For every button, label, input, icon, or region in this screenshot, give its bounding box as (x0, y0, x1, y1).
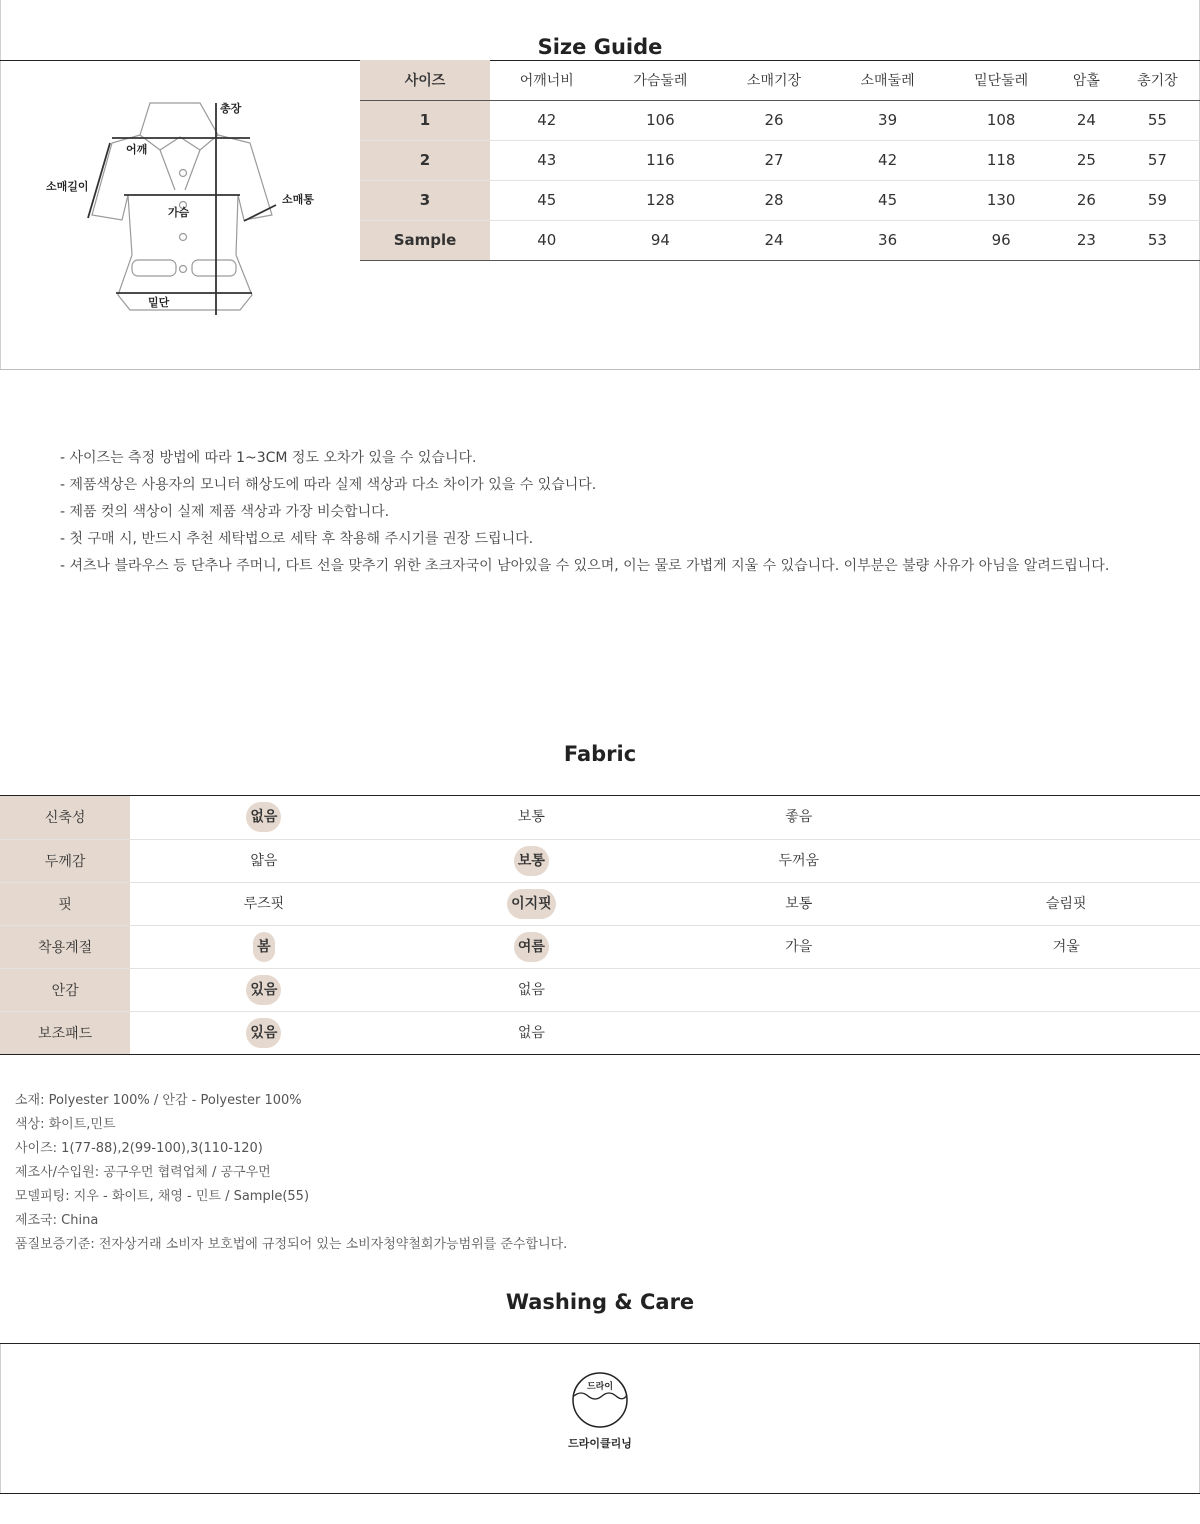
fabric-option-cell (933, 882, 1200, 925)
table-row (360, 100, 1200, 140)
column-header: 어깨너비 (490, 60, 604, 100)
table-cell: 59 (1115, 180, 1200, 220)
diagram-label-sleeve-width: 소매통 (282, 193, 314, 206)
fabric-option (1062, 809, 1070, 821)
fabric-option-cell (130, 1011, 397, 1054)
size-table-header-row (360, 60, 1200, 100)
washing-top-rule (0, 1343, 1200, 1344)
column-header: 사이즈 (360, 60, 490, 100)
table-cell: 28 (717, 180, 831, 220)
fabric-option-cell (665, 925, 932, 968)
fabric-option-selected: 없음 (246, 802, 281, 832)
fabric-option: 보통 (517, 809, 545, 826)
fabric-option-cell (933, 796, 1200, 839)
table-cell: 55 (1115, 100, 1200, 140)
note-item: - 제품색상은 사용자의 모니터 해상도에 따라 실제 색상과 다소 차이가 있을 수 있습니다. (60, 477, 597, 493)
fabric-option-cell (398, 1011, 665, 1054)
table-cell: 106 (604, 100, 718, 140)
fabric-row (0, 925, 1200, 968)
info-size: 사이즈: 1(77-88),2(99-100),3(110-120) (15, 1141, 263, 1156)
dry-clean-icon (570, 1372, 630, 1428)
fabric-option: 두꺼움 (778, 852, 820, 869)
size-label: 3 (360, 180, 490, 220)
fabric-option-cell (130, 968, 397, 1011)
table-cell: 42 (831, 140, 945, 180)
fabric-option (1062, 853, 1070, 865)
table-cell: 39 (831, 100, 945, 140)
washing-title: Washing & Care (505, 1290, 695, 1314)
fabric-option-selected: 있음 (246, 1018, 281, 1048)
column-header: 소매기장 (717, 60, 831, 100)
fabric-row (0, 839, 1200, 882)
table-cell: 53 (1115, 220, 1200, 260)
info-model-fitting: 모델피팅: 지우 - 화이트, 채영 - 민트 / Sample(55) (15, 1189, 310, 1204)
fabric-option-cell (398, 968, 665, 1011)
table-cell: 45 (831, 180, 945, 220)
table-cell: 26 (717, 100, 831, 140)
table-cell: 26 (1058, 180, 1115, 220)
fabric-table (0, 796, 1200, 1054)
fabric-option-selected: 여름 (514, 932, 549, 962)
fabric-option-cell (933, 839, 1200, 882)
fabric-option-cell (398, 796, 665, 839)
info-origin: 제조국: China (15, 1213, 99, 1228)
diagram-label-chest: 가슴 (168, 206, 190, 219)
diagram-label-shoulder: 어깨 (126, 143, 148, 156)
fabric-row (0, 796, 1200, 839)
fabric-option-cell (130, 796, 397, 839)
notes-list (60, 448, 1109, 583)
washing-bottom-rule (0, 1493, 1200, 1494)
note-item: - 셔츠나 블라우스 등 단추나 주머니, 다트 선을 맞추기 위한 초크자국이 남아있을 수 있으며, 이는 물로 가볍게 지울 수 있습니다. 이부분은 불량 사유가 아님을 알려드립니다. (60, 558, 1110, 574)
dry-clean-label: 드라이클리닝 (568, 1437, 632, 1450)
table-row (360, 180, 1200, 220)
table-cell: 25 (1058, 140, 1115, 180)
fabric-option-selected: 이지핏 (507, 889, 556, 919)
fabric-option-selected: 있음 (246, 975, 281, 1005)
fabric-option: 겨울 (1052, 938, 1080, 955)
fabric-option: 슬림핏 (1045, 895, 1087, 912)
table-cell: 24 (1058, 100, 1115, 140)
fabric-option-cell (933, 925, 1200, 968)
table-row (360, 140, 1200, 180)
table-row (360, 220, 1200, 260)
column-header: 총기장 (1115, 60, 1200, 100)
info-quality-standard: 품질보증기준: 전자상거래 소비자 보호법에 규정되어 있는 소비자청약철회가능범위를 준수합니다. (15, 1237, 568, 1252)
fabric-option: 없음 (517, 1024, 545, 1041)
fabric-row (0, 882, 1200, 925)
fabric-option-cell (665, 882, 932, 925)
fabric-option-cell (130, 839, 397, 882)
info-color: 색상: 화이트,민트 (15, 1117, 116, 1132)
table-cell: 43 (490, 140, 604, 180)
dry-clean-care-item (550, 1372, 650, 1451)
fabric-option-cell (665, 1011, 932, 1054)
fabric-option: 없음 (517, 981, 545, 998)
column-header: 암홀 (1058, 60, 1115, 100)
table-cell: 57 (1115, 140, 1200, 180)
fabric-option: 좋음 (785, 809, 813, 826)
fabric-row-label: 핏 (0, 882, 130, 925)
table-cell: 116 (604, 140, 718, 180)
fabric-row (0, 968, 1200, 1011)
table-cell: 45 (490, 180, 604, 220)
size-label: 2 (360, 140, 490, 180)
fabric-option: 보통 (785, 895, 813, 912)
fabric-option-selected: 봄 (253, 932, 275, 962)
fabric-option-cell (398, 839, 665, 882)
table-cell: 42 (490, 100, 604, 140)
fabric-row-label: 보조패드 (0, 1011, 130, 1054)
fabric-option-cell (665, 968, 932, 1011)
diagram-label-sleeve-length: 소매길이 (46, 180, 89, 193)
jacket-measurement-diagram (40, 95, 330, 325)
column-header: 가슴둘레 (604, 60, 718, 100)
table-cell: 108 (944, 100, 1058, 140)
size-guide-bottom-rule (0, 369, 1200, 370)
fabric-option-cell (130, 925, 397, 968)
table-cell: 130 (944, 180, 1058, 220)
table-cell: 94 (604, 220, 718, 260)
fabric-option-selected: 보통 (514, 846, 549, 876)
fabric-option-cell (665, 796, 932, 839)
size-label: Sample (360, 220, 490, 260)
fabric-option-cell (933, 968, 1200, 1011)
fabric-row-label: 착용계절 (0, 925, 130, 968)
table-cell: 27 (717, 140, 831, 180)
fabric-bottom-rule (0, 1054, 1200, 1055)
fabric-option: 얇음 (250, 852, 278, 869)
table-cell: 96 (944, 220, 1058, 260)
note-item: - 첫 구매 시, 반드시 추천 세탁법으로 세탁 후 착용해 주시기를 권장 드립니다. (60, 531, 534, 547)
fabric-option-cell (665, 839, 932, 882)
size-guide-title: Size Guide (537, 35, 663, 59)
fabric-row-label: 안감 (0, 968, 130, 1011)
fabric-option-cell (933, 1011, 1200, 1054)
fabric-row-label: 두께감 (0, 839, 130, 882)
info-manufacturer: 제조사/수입원: 공구우먼 협력업체 / 공구우먼 (15, 1165, 271, 1180)
fabric-option (1062, 982, 1070, 994)
fabric-option-cell (398, 882, 665, 925)
diagram-label-hem: 밑단 (148, 296, 170, 309)
fabric-option (1062, 1025, 1070, 1037)
fabric-row-label: 신축성 (0, 796, 130, 839)
fabric-option-cell (130, 882, 397, 925)
fabric-option-cell (398, 925, 665, 968)
table-cell: 36 (831, 220, 945, 260)
note-item: - 사이즈는 측정 방법에 따라 1~3CM 정도 오차가 있을 수 있습니다. (60, 450, 477, 466)
size-label: 1 (360, 100, 490, 140)
table-cell: 24 (717, 220, 831, 260)
column-header: 소매둘레 (831, 60, 945, 100)
fabric-row (0, 1011, 1200, 1054)
product-info-list (15, 1091, 567, 1259)
table-cell: 23 (1058, 220, 1115, 260)
dry-clean-icon-text: 드라이 (586, 1382, 614, 1392)
table-cell: 128 (604, 180, 718, 220)
diagram-label-total-length: 총장 (220, 102, 242, 115)
info-material: 소재: Polyester 100% / 안감 - Polyester 100% (15, 1093, 302, 1108)
note-item: - 제품 컷의 색상이 실제 제품 색상과 가장 비슷합니다. (60, 504, 390, 520)
fabric-title: Fabric (563, 742, 637, 766)
table-cell: 40 (490, 220, 604, 260)
size-table (360, 60, 1200, 261)
fabric-option (795, 1025, 803, 1037)
table-cell: 118 (944, 140, 1058, 180)
column-header: 밑단둘레 (944, 60, 1058, 100)
fabric-option: 가을 (785, 938, 813, 955)
fabric-option (795, 982, 803, 994)
fabric-option: 루즈핏 (243, 895, 285, 912)
